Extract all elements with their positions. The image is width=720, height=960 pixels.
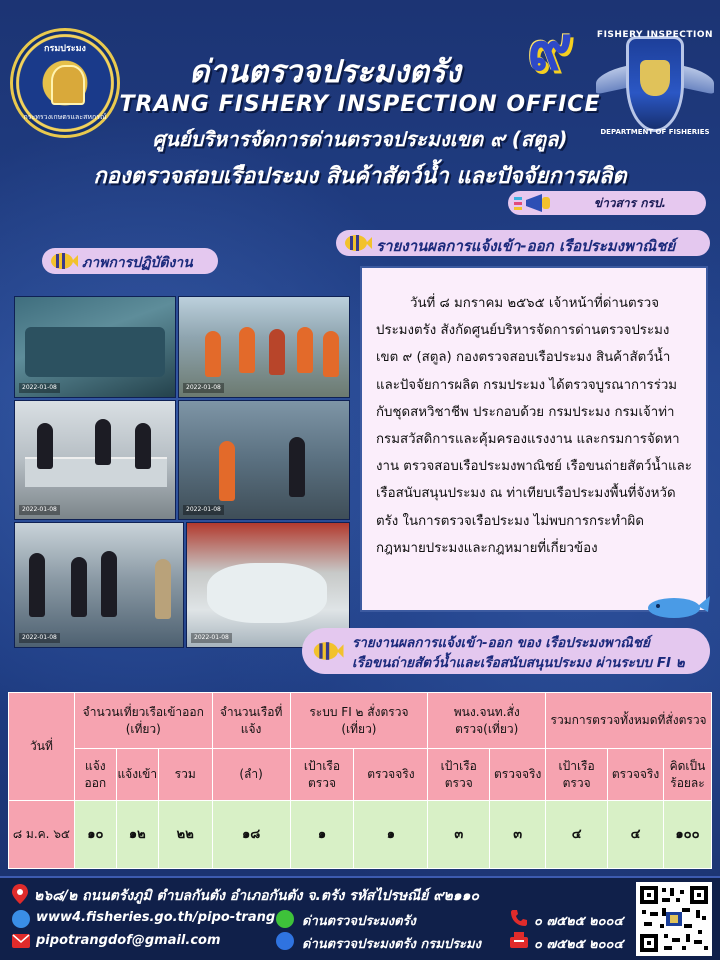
activity-photo-3 [14,400,176,520]
subheader-percent: คิดเป็นร้อยละ [663,749,711,801]
cell-boats: ๑๘ [212,801,290,869]
officer-figure [289,437,305,497]
subheader-unit: (ลำ) [212,749,290,801]
subheader-total-actual: ตรวจจริง [608,749,664,801]
officer-figure [239,327,255,373]
qr-code-pattern [638,884,710,954]
subheader-sum: รวม [158,749,212,801]
fish-icon [310,640,344,662]
subheader-out: แจ้งออก [74,749,116,801]
fish-icon [48,251,78,271]
fi2-banner-line-1: รายงานผลการแจ้งเข้า-ออก ของ เรือประมงพาณิชย์ [352,635,650,651]
news-tag-label: ข่าวสาร กรป. [593,196,667,210]
activity-section-header [42,248,218,274]
header-total: รวมการตรวจทั้งหมดที่สั่งตรวจ [546,693,712,749]
fi2-banner-line-2: เรือขนถ่ายสัตว์น้ำและเรือสนับสนุนประมง ผ่านระบบ FI ๒ [352,655,685,671]
header-officer-order: พนง.จนท.สั่งตรวจ(เที่ยว) [428,693,546,749]
cell-fi2-target: ๑ [290,801,354,869]
phone-number[interactable]: ๐ ๗๕๒๕ ๒๐๐๔ [534,914,624,929]
report-paragraph: วันที่ ๘ มกราคม ๒๕๖๕ เจ้าหน้าที่ด่านตรวจประมงตรัง สังกัดศูนย์บริหารจัดการด่านตรวจประมง เขต ๙ (สตูล) กองตรวจสอบเรือประมง สินค้าสัตว์น้ำ และปัจจัยการผลิต กรมประมง ได้ตรวจบูรณาการร่วมกับชุดสหวิชาชีพ ประกอบด้วย กรมประมง กรมเจ้าท่า กรมสวัสดิการและคุ้มครองแรงงาน และกรมการจัดหางาน ตรวจสอบเรือประมงพาณิชย์ เรือขนถ่ายสัตว์น้ำและเรือสนับสนุนประมง ณ ท่าเทียบเรือประมงพื้นที่จังหวัดตรัง ในการตรวจเรือประมง ไม่พบการกระทำผิดกฎหมายประมงและกฎหมายที่เกี่ยวข้อง [376,296,692,556]
officer-figure [37,423,53,469]
officer-figure [269,329,285,375]
activity-photo-4 [178,400,350,520]
badge-top-text: FISHERY INSPECTION [596,30,714,40]
news-tag [508,191,706,215]
photo-caption: 2022-01-08 [183,383,224,393]
whale-icon [644,590,710,620]
photo-caption: 2022-01-08 [19,505,60,515]
megaphone-icon [514,194,554,212]
cell-total-target: ๔ [546,801,608,869]
subheader-total-target: เป้าเรือตรวจ [546,749,608,801]
office-title-thai: ด่านตรวจประมงตรัง [189,54,461,90]
badge-bottom-text: DEPARTMENT OF FISHERIES [600,128,710,136]
location-pin-icon [12,884,28,904]
officer-figure [95,419,111,465]
seal-top-text: กรมประมง [44,44,86,54]
report-text-box [360,266,708,612]
cell-sum: ๒๒ [158,801,212,869]
activity-photo-2 [178,296,350,398]
cell-date: ๘ ม.ค. ๖๕ [9,801,75,869]
officer-figure [155,559,171,619]
fish-icon [342,233,372,253]
officer-figure [29,553,45,617]
activity-photo-1 [14,296,176,398]
address-text: ๒๖๘/๒ ถนนตรังภูมิ ตำบลกันตัง อำเภอกันตัง จ.ตรัง รหัสไปรษณีย์ ๙๒๑๑๐ [34,888,480,904]
officer-figure [71,557,87,617]
cell-total-actual: ๔ [608,801,664,869]
report-section-header [336,230,710,256]
fi2-statistics-table [8,692,712,869]
fax-icon [510,932,528,948]
cell-in: ๑๒ [116,801,158,869]
photo-caption: 2022-01-08 [19,633,60,643]
subheader-fi2-target: เป้าเรือตรวจ [290,749,354,801]
report-section-label: รายงานผลการแจ้งเข้า-ออก เรือประมงพาณิชย์ [376,237,676,255]
photo-caption: 2022-01-08 [183,505,224,515]
department-of-fisheries-seal-icon [10,28,120,138]
qr-code[interactable] [636,882,712,956]
center-title: ศูนย์บริหารจัดการด่านตรวจประมงเขต ๙ (สตูล) [152,127,568,151]
office-title-english: TRANG FISHERY INSPECTION OFFICE [119,92,601,117]
line-account-link[interactable]: ด่านตรวจประมงตรัง [302,914,416,929]
activity-section-label: ภาพการปฏิบัติงาน [82,255,193,271]
facebook-icon [276,932,294,950]
officer-figure [323,331,339,377]
subheader-in: แจ้งเข้า [116,749,158,801]
cell-officer-actual: ๓ [490,801,546,869]
seal-emblem-icon [51,65,85,105]
table-row [9,801,712,869]
cell-officer-target: ๓ [428,801,490,869]
fi2-report-banner [302,628,710,674]
header-fi2: ระบบ FI ๒ สั่งตรวจ (เที่ยว) [290,693,428,749]
officer-figure [297,327,313,373]
email-icon [12,934,30,948]
email-link[interactable]: pipotrangdof@gmail.com [36,933,221,948]
cell-fi2-actual: ๑ [354,801,428,869]
activity-photo-5 [14,522,184,648]
seal-bottom-text: กระทรวงเกษตรและสหกรณ์ [23,113,107,121]
website-link[interactable]: www4.fisheries.go.th/pipo-trang [36,910,276,925]
header-date: วันที่ [9,693,75,801]
subheader-officer-actual: ตรวจจริง [490,749,546,801]
officer-figure [135,423,151,469]
header-boats: จำนวนเรือที่แจ้ง [212,693,290,749]
facebook-page-link[interactable]: ด่านตรวจประมงตรัง กรมประมง [302,937,481,952]
officer-figure [101,551,117,617]
fish-catch-tray [207,563,327,623]
zone-number-badge: ๙ [527,11,573,84]
line-app-icon [276,910,294,928]
subheader-fi2-actual: ตรวจจริง [354,749,428,801]
photo-caption: 2022-01-08 [19,383,60,393]
globe-icon [12,910,30,928]
cell-out: ๑๐ [74,801,116,869]
division-title: กองตรวจสอบเรือประมง สินค้าสัตว์น้ำ และปัจจัยการผลิต [93,164,627,189]
officer-figure [219,441,235,501]
photo-caption: 2022-01-08 [191,633,232,643]
fax-number: ๐ ๗๕๒๕ ๒๐๐๔ [534,937,624,952]
officer-figure [205,331,221,377]
header-trips: จำนวนเที่ยวเรือเข้าออก (เที่ยว) [74,693,212,749]
cell-percent: ๑๐๐ [663,801,711,869]
badge-emblem-icon [640,60,670,96]
phone-icon [510,909,528,927]
boat-hull [25,327,165,377]
subheader-officer-target: เป้าเรือตรวจ [428,749,490,801]
